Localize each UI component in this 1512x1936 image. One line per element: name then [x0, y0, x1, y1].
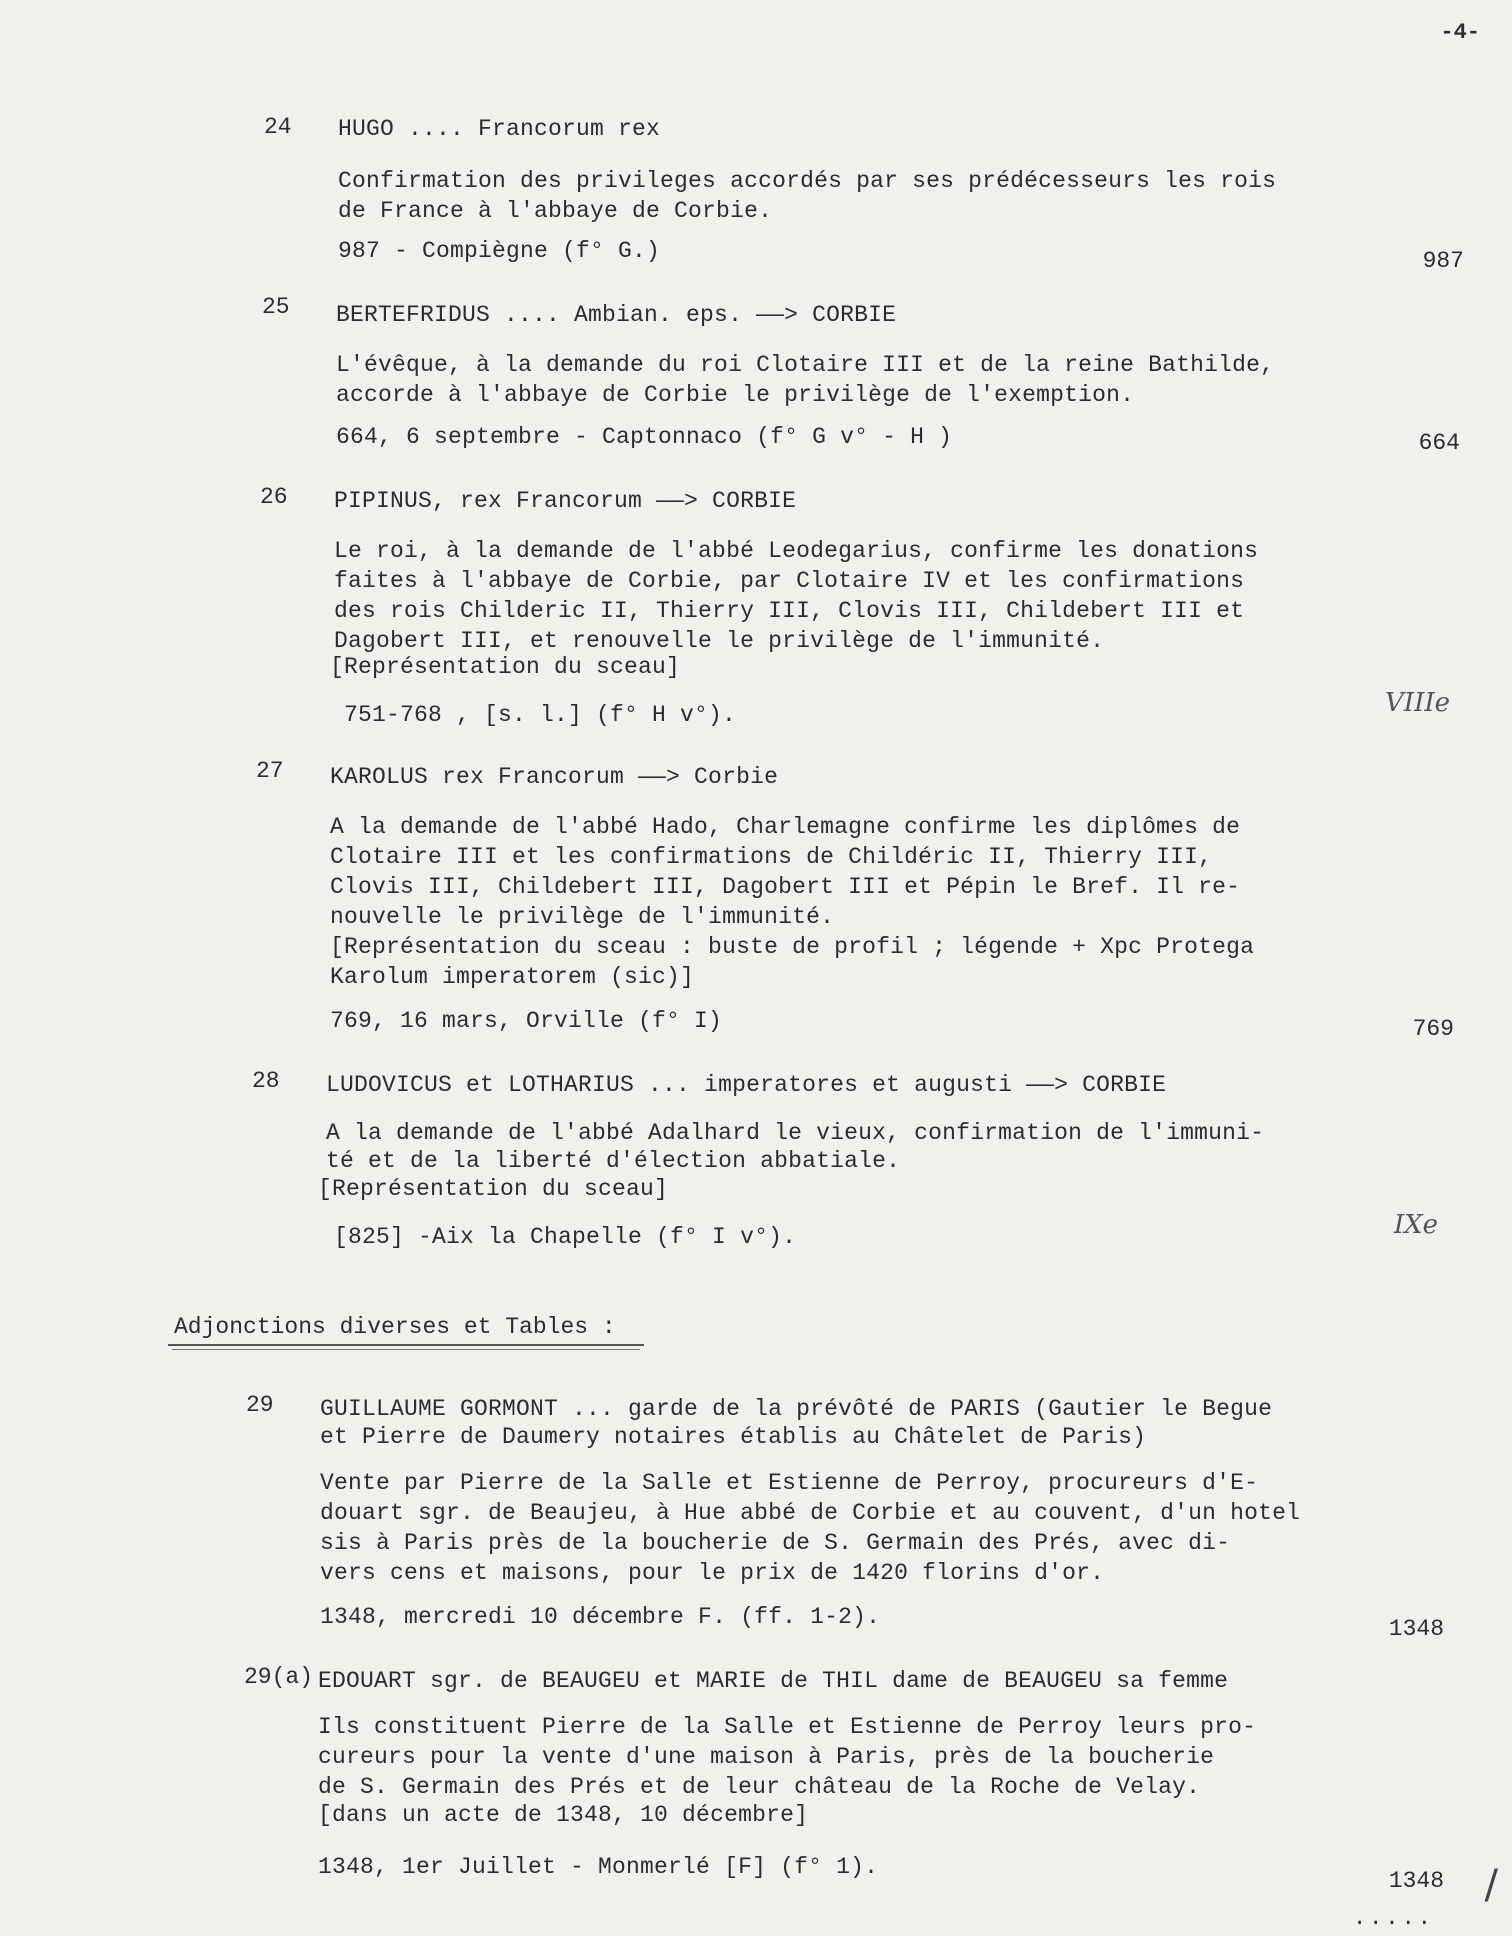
entry-number: 26	[260, 484, 288, 510]
entry-date-handwritten: VIIIe	[1385, 688, 1450, 718]
entry-text-line: faites à l'abbaye de Corbie, par Clotaire IV et les confirmations	[334, 568, 1245, 594]
entry-heading: LUDOVICUS et LOTHARIUS ... imperatores et augusti ——> CORBIE	[326, 1072, 1167, 1098]
entry-number: 29(a)	[244, 1664, 314, 1690]
entry-text-line: Vente par Pierre de la Salle et Estienne de Perroy, procureurs d'E-	[320, 1470, 1259, 1496]
entry-date-handwritten: IXe	[1393, 1210, 1438, 1240]
entry-reference: [825] -Aix la Chapelle (f° I v°).	[334, 1224, 797, 1250]
entry-number: 24	[264, 114, 292, 140]
margin-mark: /	[1484, 1862, 1498, 1908]
entry-reference: 664, 6 septembre - Captonnaco (f° G v° - H )	[336, 424, 953, 450]
entry-text-line: Ils constituent Pierre de la Salle et Estienne de Perroy leurs pro-	[318, 1714, 1257, 1740]
entry-number: 28	[252, 1068, 280, 1094]
entry-text-line: cureurs pour la vente d'une maison à Paris, près de la boucherie	[318, 1744, 1215, 1770]
entry-heading: GUILLAUME GORMONT ... garde de la prévôté de PARIS (Gautier le Begue	[320, 1396, 1273, 1422]
entry-text-line: Karolum imperatorem (sic)]	[330, 964, 695, 990]
entry-number: 25	[262, 294, 290, 320]
entry-heading: EDOUART sgr. de BEAUGEU et MARIE de THIL dame de BEAUGEU sa femme	[318, 1668, 1229, 1694]
entry-date: 1348	[1388, 1868, 1444, 1894]
entry-reference: 987 - Compiègne (f° G.)	[338, 238, 661, 264]
entry-text-line: Dagobert III, et renouvelle le privilège de l'immunité.	[334, 628, 1105, 654]
entry-text-line: Clovis III, Childebert III, Dagobert III et Pépin le Bref. Il re-	[330, 874, 1241, 900]
section-underline	[172, 1349, 640, 1350]
entry-reference: 1348, mercredi 10 décembre F. (ff. 1-2).	[320, 1604, 881, 1630]
entry-date: 664	[1418, 430, 1460, 456]
entry-heading: KAROLUS rex Francorum ——> Corbie	[330, 764, 779, 790]
entry-heading: HUGO .... Francorum rex	[338, 116, 661, 142]
entry-reference: 1348, 1er Juillet - Monmerlé [F] (f° 1).	[318, 1854, 879, 1880]
entry-reference: 769, 16 mars, Orville (f° I)	[330, 1008, 723, 1034]
entry-text-line: nouvelle le privilège de l'immunité.	[330, 904, 835, 930]
entry-text-line: [Représentation du sceau : buste de profil ; légende + Xpc Protega	[330, 934, 1255, 960]
continuation-dots: .....	[1352, 1906, 1434, 1931]
entry-text-line: Clotaire III et les confirmations de Childéric II, Thierry III,	[330, 844, 1213, 870]
entry-text-line: A la demande de l'abbé Hado, Charlemagne confirme les diplômes de	[330, 814, 1241, 840]
entry-text-line: [Représentation du sceau]	[330, 654, 681, 680]
entry-number: 27	[256, 758, 284, 784]
entry-heading: BERTEFRIDUS .... Ambian. eps. ——> CORBIE	[336, 302, 897, 328]
entry-text-line: [Représentation du sceau]	[318, 1176, 669, 1202]
entry-reference: 751-768 , [s. l.] (f° H v°).	[344, 702, 737, 728]
entry-number: 29	[246, 1392, 274, 1418]
entry-text-line: accorde à l'abbaye de Corbie le privilège de l'exemption.	[336, 382, 1135, 408]
entry-text-line: de S. Germain des Prés et de leur château de la Roche de Velay.	[318, 1774, 1201, 1800]
entry-date: 769	[1412, 1016, 1454, 1042]
entry-text-line: des rois Childeric II, Thierry III, Clovis III, Childebert III et	[334, 598, 1245, 624]
entry-text-line: sis à Paris près de la boucherie de S. Germain des Prés, avec di-	[320, 1530, 1231, 1556]
section-title: Adjonctions diverses et Tables :	[174, 1314, 616, 1340]
entry-text-line: de France à l'abbaye de Corbie.	[338, 198, 773, 224]
entry-heading-continued: et Pierre de Daumery notaires établis au Châtelet de Paris)	[320, 1424, 1147, 1450]
page-number: -4-	[1440, 20, 1480, 45]
entry-date: 1348	[1388, 1616, 1444, 1642]
entry-text-line: vers cens et maisons, pour le prix de 1420 florins d'or.	[320, 1560, 1105, 1586]
entry-text-line: Confirmation des privileges accordés par ses prédécesseurs les rois	[338, 168, 1277, 194]
entry-text-line: L'évêque, à la demande du roi Clotaire III et de la reine Bathilde,	[336, 352, 1275, 378]
entry-text-line: Le roi, à la demande de l'abbé Leodegarius, confirme les donations	[334, 538, 1259, 564]
entry-text-line: douart sgr. de Beaujeu, à Hue abbé de Corbie et au couvent, d'un hotel	[320, 1500, 1301, 1526]
entry-date: 987	[1422, 248, 1464, 274]
entry-text-line: té et de la liberté d'élection abbatiale.	[326, 1148, 901, 1174]
section-underline	[168, 1344, 644, 1346]
entry-text-line: [dans un acte de 1348, 10 décembre]	[318, 1802, 809, 1828]
entry-heading: PIPINUS, rex Francorum ——> CORBIE	[334, 488, 797, 514]
entry-text-line: A la demande de l'abbé Adalhard le vieux, confirmation de l'immuni-	[326, 1120, 1265, 1146]
